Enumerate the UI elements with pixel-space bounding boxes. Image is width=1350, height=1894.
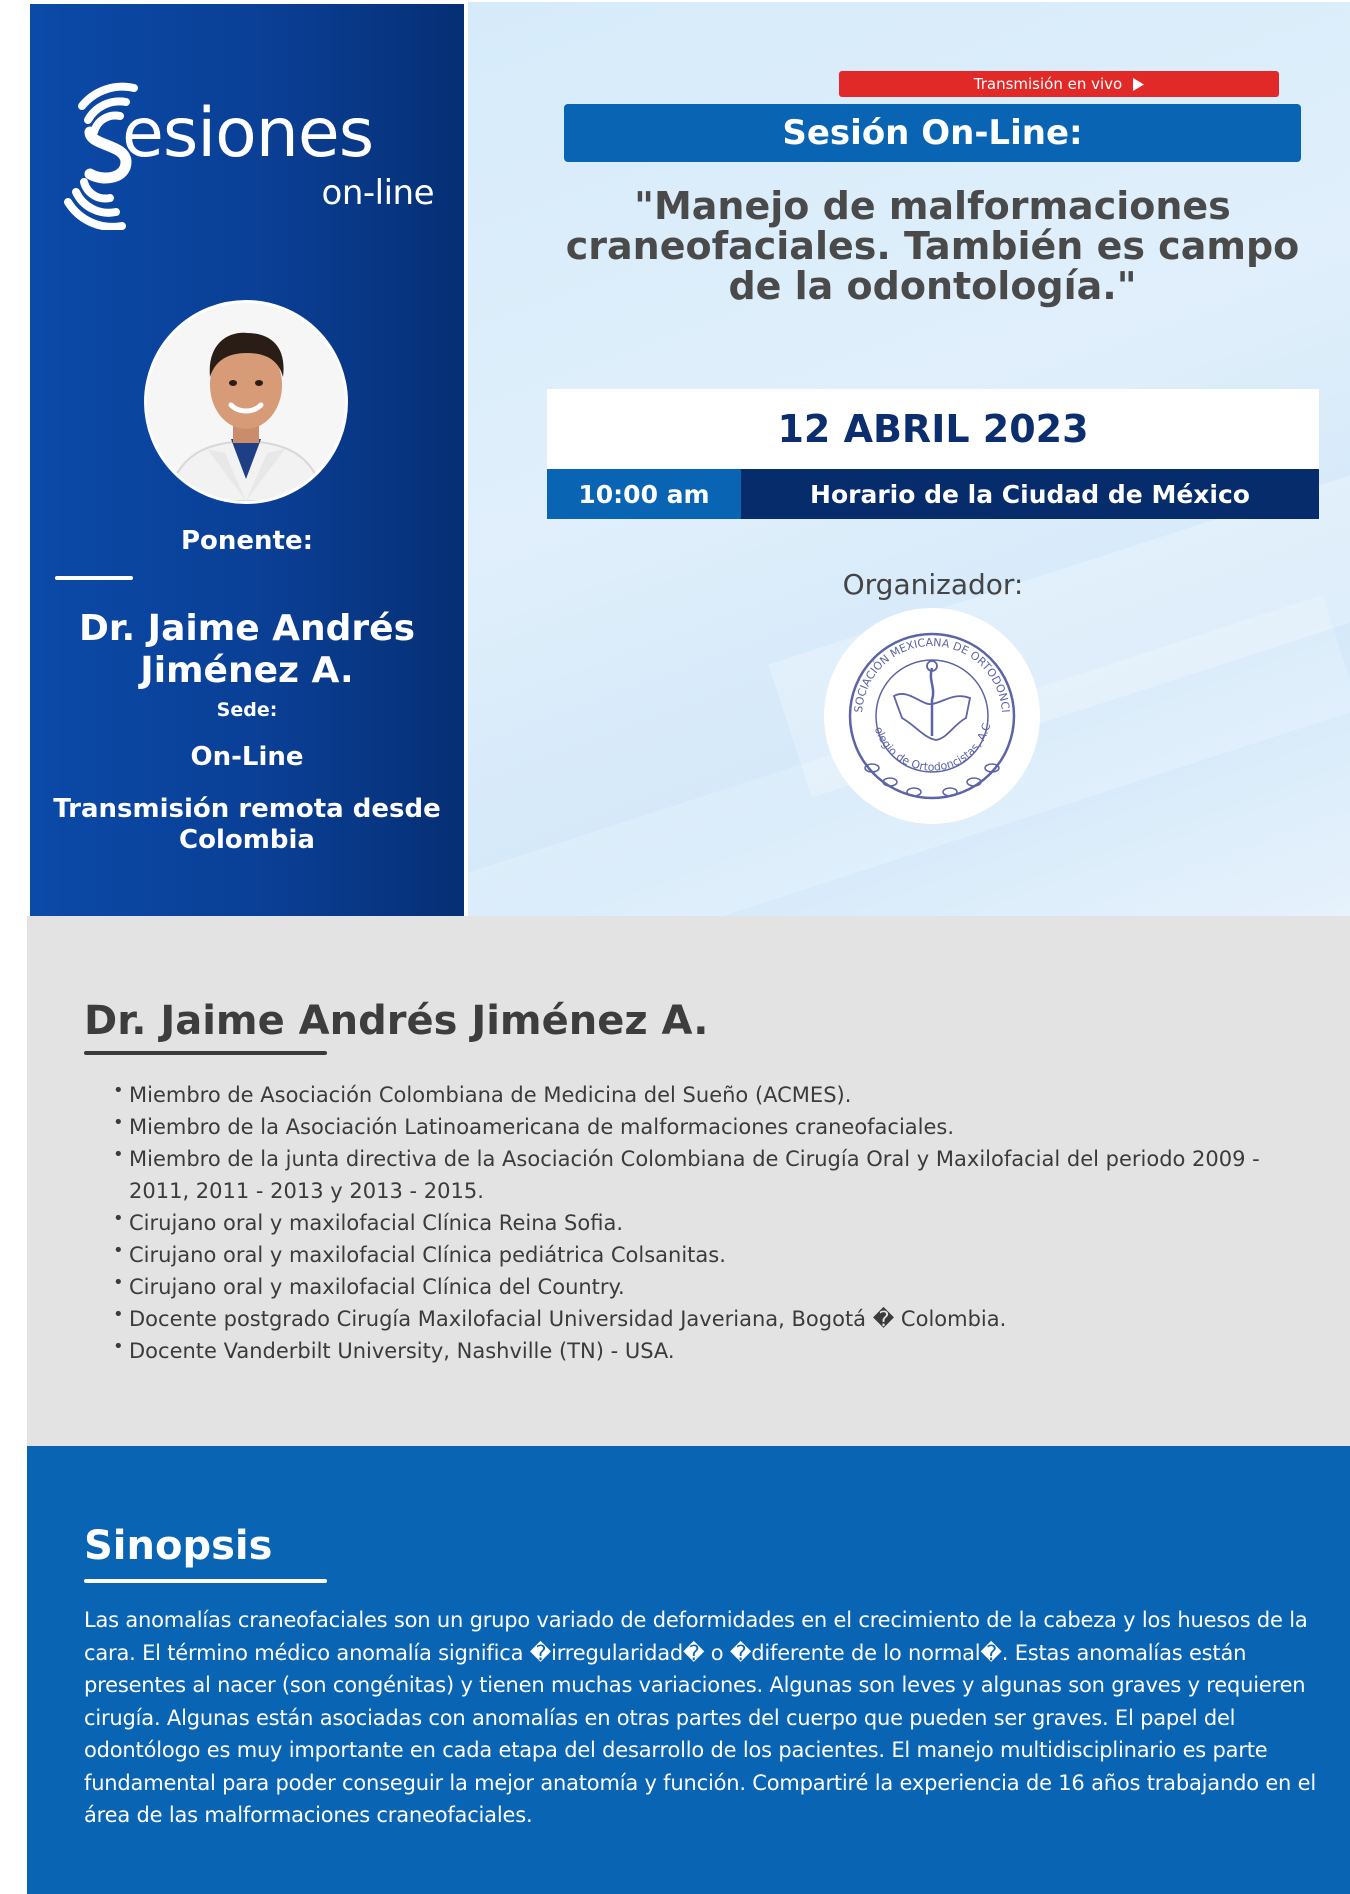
event-banner <box>27 2 1350 916</box>
bio-list <box>113 1079 1313 1367</box>
seal-bottom-text: olegio de Ortodoncistas, A.C <box>871 721 994 774</box>
bio-divider <box>84 1051 327 1055</box>
svg-text:Colegio de Ortodoncistas, A.C. <box>824 608 993 774</box>
session-header: Sesión On-Line: <box>564 104 1301 162</box>
synopsis-title: Sinopsis <box>84 1523 273 1569</box>
organizer-label: Organizador: <box>842 568 1024 601</box>
session-title: "Manejo de malformaciones craneofaciales. También es campo de la odontología." <box>565 184 1300 308</box>
list-item: • Docente Vanderbilt University, Nashville (TN) - USA. <box>113 1335 1313 1367</box>
list-item: • Cirujano oral y maxilofacial Clínica pediátrica Colsanitas. <box>113 1239 1313 1271</box>
list-item: • Miembro de la junta directiva de la Asociación Colombiana de Cirugía Oral y Maxilofacial del periodo 2009 - 2011, 2011 - 2013 y 2013 - 2015. <box>113 1143 1313 1207</box>
sede-detail: Transmisión remota desde Colombia <box>53 794 441 855</box>
divider <box>55 576 133 580</box>
event-time: 10:00 am <box>547 469 741 519</box>
live-stream-badge[interactable] <box>839 71 1279 97</box>
seal-top-text: SOCIACIÓN MEXICANA DE ORTODONCI <box>852 635 1012 714</box>
list-item: • Cirujano oral y maxilofacial Clínica Reina Sofia. <box>113 1207 1313 1239</box>
event-date: 12 ABRIL 2023 <box>547 389 1319 469</box>
ponente-label: Ponente: <box>180 526 314 556</box>
sede-label: Sede: <box>216 699 278 721</box>
live-badge-label: Transmisión en vivo <box>973 75 1123 93</box>
list-item: • Docente postgrado Cirugía Maxilofacial Universidad Javeriana, Bogotá � Colombia. <box>113 1303 1313 1335</box>
logo-word: esiones <box>122 94 374 173</box>
list-item: • Cirujano oral y maxilofacial Clínica del Country. <box>113 1271 1313 1303</box>
speaker-bio-section <box>27 916 1350 1446</box>
speaker-photo <box>144 300 348 504</box>
bio-title: Dr. Jaime Andrés Jiménez A. <box>84 998 709 1044</box>
play-icon <box>1132 78 1144 91</box>
time-row <box>547 469 1319 519</box>
event-timezone: Horario de la Ciudad de México <box>741 469 1319 519</box>
organizer-seal-logo <box>824 608 1040 824</box>
logo-subtitle: on-line <box>321 173 434 213</box>
sede-value: On-Line <box>190 742 304 772</box>
synopsis-section <box>27 1446 1350 1894</box>
speaker-panel <box>30 4 464 916</box>
list-item: • Miembro de la Asociación Latinoamericana de malformaciones craneofaciales. <box>113 1111 1313 1143</box>
sesiones-logo <box>64 70 434 230</box>
list-item: • Miembro de Asociación Colombiana de Medicina del Sueño (ACMES). <box>113 1079 1313 1111</box>
event-details-panel <box>468 2 1350 916</box>
speaker-name: Dr. Jaime Andrés Jiménez A. <box>78 608 416 691</box>
synopsis-text: Las anomalías craneofaciales son un grupo variado de deformidades en el crecimiento de la cabeza y los huesos de la cara. El término médico anomalía significa �irregularidad� o �diferente de lo normal�. Estas anomalías están presentes al nacer (son congénitas) y tienen muchas variaciones. Algunas son leves y algunas son graves y requieren cirugía. Algunas están asociadas con anomalías en otras partes del cuerpo que pueden ser graves. El papel del odontólogo es muy importante en cada etapa del desarrollo de los pacientes. El manejo multidisciplinario es parte fundamental para poder conseguir la mejor anatomía y función. Compartiré la experiencia de 16 años trabajando en el área de las malformaciones craneofaciales. <box>84 1608 1316 1827</box>
synopsis-divider <box>84 1579 327 1583</box>
